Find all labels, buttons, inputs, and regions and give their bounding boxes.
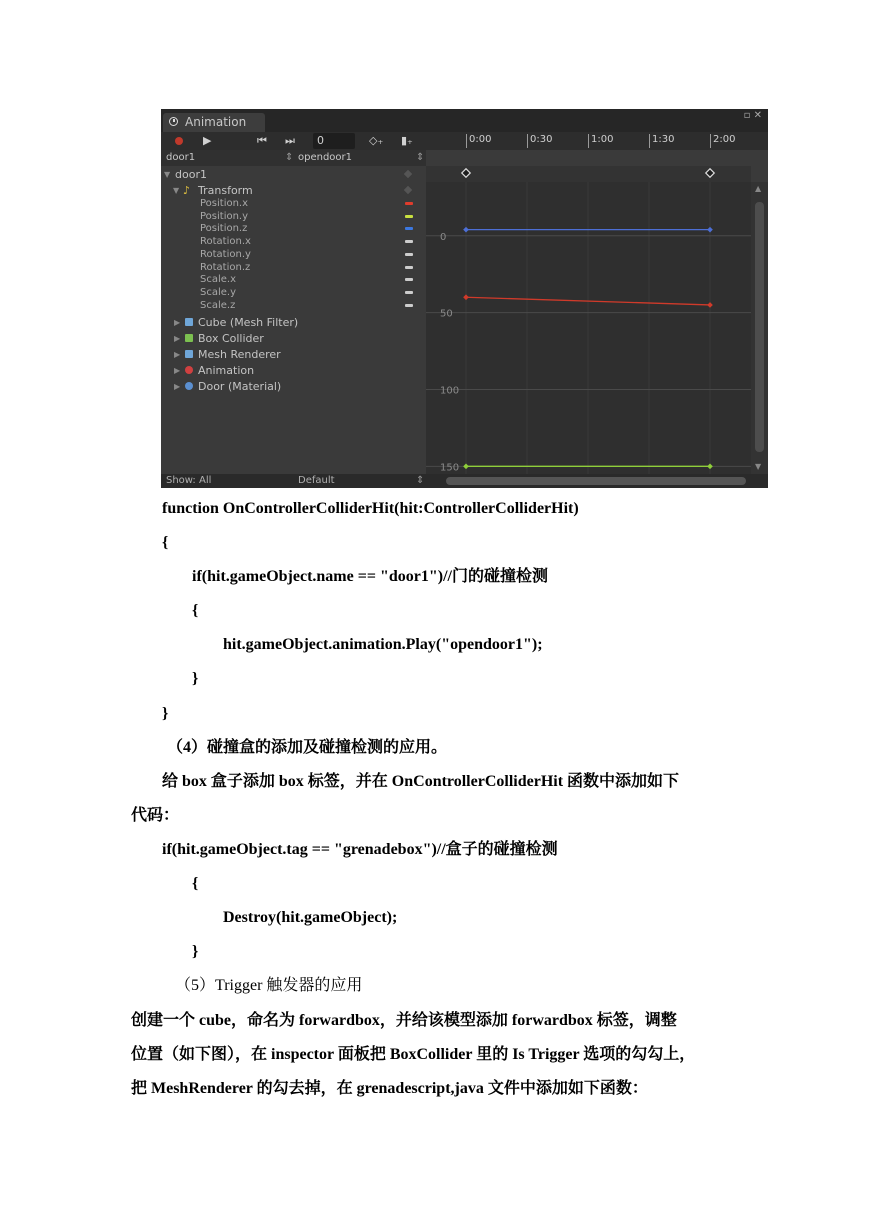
component-row[interactable]: [161, 364, 426, 377]
paragraph-line: 给 box 盒子添加 box 标签，并在 OnControllerColliderHit 函数中添加如下: [162, 773, 680, 790]
scroll-up-icon: ▲: [755, 184, 762, 193]
next-keyframe-button[interactable]: ⏭: [285, 134, 295, 147]
scroll-down-icon: ▼: [755, 462, 762, 471]
collapse-triangle-icon: ▶: [174, 350, 181, 359]
keyframe-diamond-icon: [462, 169, 470, 177]
transform-row[interactable]: [161, 184, 426, 197]
object-selector-arrow-icon: ⇕: [285, 152, 294, 163]
curve-keyframe-point: [707, 463, 713, 469]
property-label: Scale.z: [200, 299, 236, 311]
property-label: Position.z: [200, 223, 248, 235]
collapse-triangle-icon: ▶: [174, 382, 181, 391]
expand-triangle-icon: ▼: [164, 170, 171, 179]
y-tick-label: 100: [440, 385, 460, 397]
component-row[interactable]: [161, 380, 426, 393]
curve-color-swatch: [405, 215, 413, 218]
horizontal-scrollbar[interactable]: [426, 474, 768, 488]
frame-field[interactable]: 0: [313, 133, 355, 149]
expand-triangle-icon: ▼: [173, 186, 180, 195]
property-row[interactable]: [161, 248, 426, 261]
curve-color-swatch: [405, 202, 413, 205]
curve-color-swatch: [405, 266, 413, 269]
keyframe-markers: [426, 166, 751, 182]
property-label: Scale.x: [200, 274, 237, 286]
clip-selector[interactable]: opendoor1: [298, 152, 353, 163]
code-line: }: [162, 705, 169, 722]
ruler-label: 0:30: [530, 134, 553, 145]
key-diamond-icon: [404, 186, 412, 194]
component-icon: [185, 334, 193, 342]
ruler-label: 0:00: [469, 134, 492, 145]
component-icon: [185, 366, 193, 374]
property-row[interactable]: [161, 222, 426, 235]
component-icon: [185, 318, 193, 326]
code-line: {: [192, 875, 199, 892]
code-line: if(hit.gameObject.name == "door1")//门的碰撞检测: [192, 568, 548, 585]
component-row[interactable]: [161, 348, 426, 361]
wrap-mode-arrow-icon: ⇕: [416, 475, 425, 486]
hierarchy-root[interactable]: [161, 168, 426, 181]
component-icon: [185, 350, 193, 358]
clock-icon: [169, 117, 178, 126]
y-tick-label: 50: [440, 308, 453, 320]
collapse-triangle-icon: ▶: [174, 366, 181, 375]
transform-icon: ♪: [183, 184, 191, 197]
section-heading: （5）Trigger 触发器的应用: [175, 977, 363, 994]
vertical-scrollbar[interactable]: [751, 182, 768, 474]
code-line: Destroy(hit.gameObject);: [223, 909, 398, 926]
property-label: Rotation.z: [200, 261, 251, 273]
curve-color-swatch: [405, 278, 413, 281]
component-row[interactable]: [161, 316, 426, 329]
collapse-triangle-icon: ▶: [174, 334, 181, 343]
play-button[interactable]: ▶: [203, 134, 212, 147]
code-line: hit.gameObject.animation.Play("opendoor1");: [223, 636, 543, 653]
curve-color-swatch: [405, 304, 413, 307]
property-row[interactable]: [161, 261, 426, 274]
component-label: Cube (Mesh Filter): [198, 316, 299, 329]
component-label: Box Collider: [198, 332, 264, 345]
curve-keyframe-point: [463, 294, 469, 300]
curve-color-swatch: [405, 253, 413, 256]
tab-title: Animation: [185, 115, 247, 129]
tab-animation[interactable]: [163, 113, 265, 132]
keyframe-diamond-icon: [706, 169, 714, 177]
curve-keyframe-point: [707, 302, 713, 308]
property-label: Rotation.x: [200, 236, 251, 248]
collapse-triangle-icon: ▶: [174, 318, 181, 327]
property-row[interactable]: [161, 286, 426, 299]
property-label: Rotation.y: [200, 248, 251, 260]
key-diamond-icon: [404, 170, 412, 178]
curve-editor[interactable]: [426, 182, 751, 474]
keyframe-row[interactable]: [426, 166, 751, 182]
component-label: Animation: [198, 364, 255, 377]
tab-bar: [161, 109, 768, 132]
clip-selector-arrow-icon: ⇕: [416, 152, 425, 163]
code-line: function OnControllerColliderHit(hit:ControllerColliderHit): [162, 500, 579, 517]
add-event-button[interactable]: ▮₊: [401, 134, 413, 147]
prev-keyframe-button[interactable]: ⏮: [257, 134, 267, 147]
property-hierarchy: [161, 166, 426, 474]
root-label: door1: [175, 168, 207, 181]
component-label: Door (Material): [198, 380, 282, 393]
component-label: Mesh Renderer: [198, 348, 281, 361]
component-icon: [185, 382, 193, 390]
curve-color-swatch: [405, 227, 413, 230]
code-line: }: [192, 943, 199, 960]
ruler-label: 1:30: [652, 134, 675, 145]
window-buttons[interactable]: ▫ ✕: [743, 110, 762, 121]
hierarchy-footer: [161, 474, 426, 488]
code-line: {: [162, 534, 169, 551]
property-label: Position.x: [200, 198, 249, 209]
property-row[interactable]: [161, 235, 426, 248]
paragraph-line: 创建一个 cube，命名为 forwardbox，并给该模型添加 forwardbox 标签，调整: [131, 1012, 677, 1029]
code-line: if(hit.gameObject.tag == "grenadebox")//盒子的碰撞检测: [162, 841, 558, 858]
property-row[interactable]: [161, 197, 426, 210]
transform-label: Transform: [198, 184, 253, 197]
curve-keyframe-point: [707, 227, 713, 233]
property-label: Scale.y: [200, 286, 237, 298]
section-heading: （4）碰撞盒的添加及碰撞检测的应用。: [167, 739, 448, 756]
property-row[interactable]: [161, 299, 426, 312]
add-keyframe-button[interactable]: ◇₊: [369, 134, 384, 147]
curve-color-swatch: [405, 291, 413, 294]
property-row[interactable]: [161, 273, 426, 286]
paragraph-line: 代码：: [131, 807, 180, 824]
curve-color-swatch: [405, 240, 413, 243]
toolbar: [161, 132, 426, 150]
vertical-scroll-thumb[interactable]: [755, 202, 764, 452]
curve-keyframe-point: [463, 227, 469, 233]
ruler-label: 2:00: [713, 134, 736, 145]
record-button[interactable]: [175, 137, 183, 145]
clip-bar: [161, 150, 426, 166]
property-label: Position.y: [200, 210, 249, 222]
animation-window: [161, 109, 768, 488]
property-row[interactable]: [161, 210, 426, 223]
paragraph-line: 把 MeshRenderer 的勾去掉，在 grenadescript,java 文件中添加如下函数：: [131, 1080, 648, 1097]
horizontal-scroll-thumb[interactable]: [446, 477, 746, 485]
timeline-ruler[interactable]: [426, 132, 768, 150]
ruler-label: 1:00: [591, 134, 614, 145]
curve-chart: [426, 182, 751, 474]
component-row[interactable]: [161, 332, 426, 345]
curve-keyframe-point: [463, 463, 469, 469]
y-tick-label: 150: [440, 462, 460, 474]
code-line: }: [192, 670, 199, 687]
y-tick-label: 0: [440, 231, 447, 243]
code-line: {: [192, 602, 199, 619]
wrap-mode-selector[interactable]: Default: [298, 475, 335, 486]
paragraph-line: 位置（如下图），在 inspector 面板把 BoxCollider 里的 Is Trigger 选项的勾勾上，: [131, 1046, 696, 1063]
show-filter[interactable]: Show: All: [166, 475, 212, 486]
object-selector[interactable]: door1: [166, 152, 196, 163]
